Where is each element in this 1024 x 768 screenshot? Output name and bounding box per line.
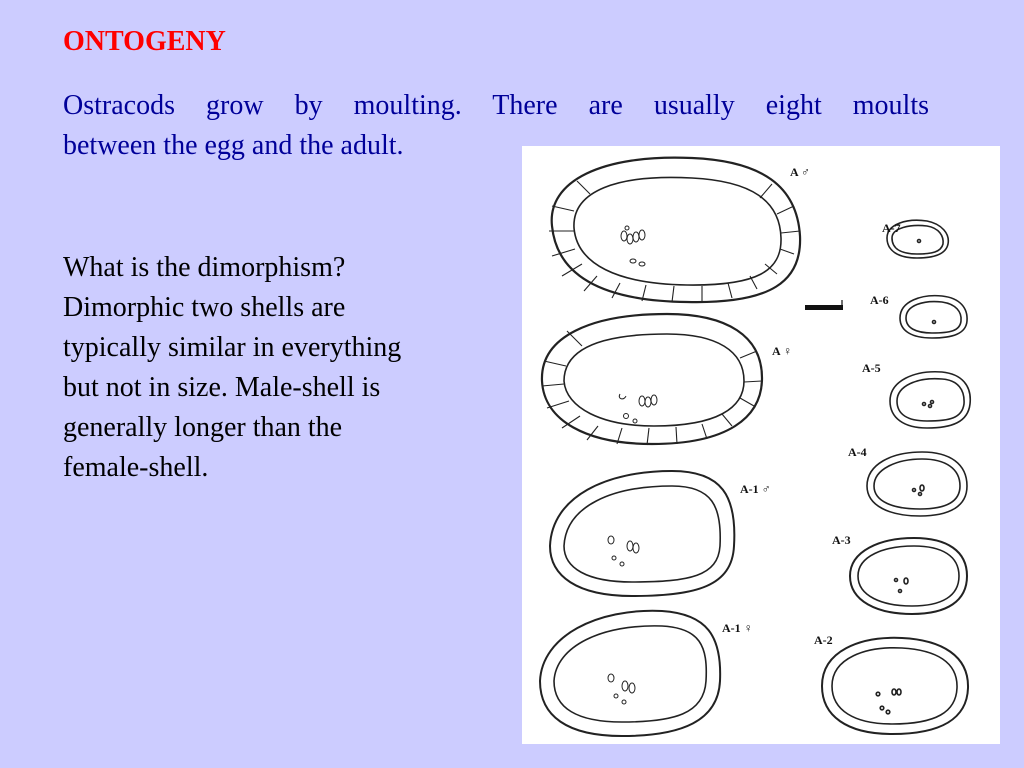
- dimorphism-line-3: typically similar in everything: [63, 332, 402, 363]
- shell-a-female: [542, 314, 762, 445]
- label-a4: A-4: [848, 445, 867, 459]
- label-a7: A-7: [882, 221, 901, 235]
- intro-line-1: Ostracods grow by moulting. There are usually eight moults: [63, 90, 929, 121]
- shell-a6: [900, 296, 967, 338]
- dimorphism-line-2: Dimorphic two shells are: [63, 292, 346, 323]
- intro-line-2: between the egg and the adult.: [63, 130, 404, 161]
- label-a-male: A ♂: [790, 165, 811, 179]
- dimorphism-line-4: but not in size. Male-shell is: [63, 372, 381, 403]
- shell-a1-female: [540, 611, 720, 736]
- shell-a-male: [549, 158, 800, 303]
- label-a-female: A ♀: [772, 344, 793, 358]
- label-a1-female: A-1 ♀: [722, 621, 753, 635]
- scale-bar: [805, 305, 843, 310]
- dimorphism-paragraph: [63, 248, 503, 488]
- dimorphism-line-6: female-shell.: [63, 452, 209, 483]
- dimorphism-line-5: generally longer than the: [63, 412, 343, 443]
- shell-drawings: [522, 146, 1000, 744]
- label-a3: A-3: [832, 533, 851, 547]
- label-a1-male: A-1 ♂: [740, 482, 771, 496]
- label-a2: A-2: [814, 633, 833, 647]
- ostracod-ontogeny-figure: [522, 146, 1000, 744]
- shell-a2: [822, 638, 968, 734]
- slide-title: ONTOGENY: [63, 26, 226, 57]
- label-a6: A-6: [870, 293, 889, 307]
- dimorphism-line-1: What is the dimorphism?: [63, 252, 346, 283]
- shell-a1-male: [550, 471, 734, 596]
- shell-a4: [867, 452, 967, 516]
- label-a5: A-5: [862, 361, 881, 375]
- shell-a3: [850, 538, 967, 614]
- shell-a5: [890, 372, 970, 428]
